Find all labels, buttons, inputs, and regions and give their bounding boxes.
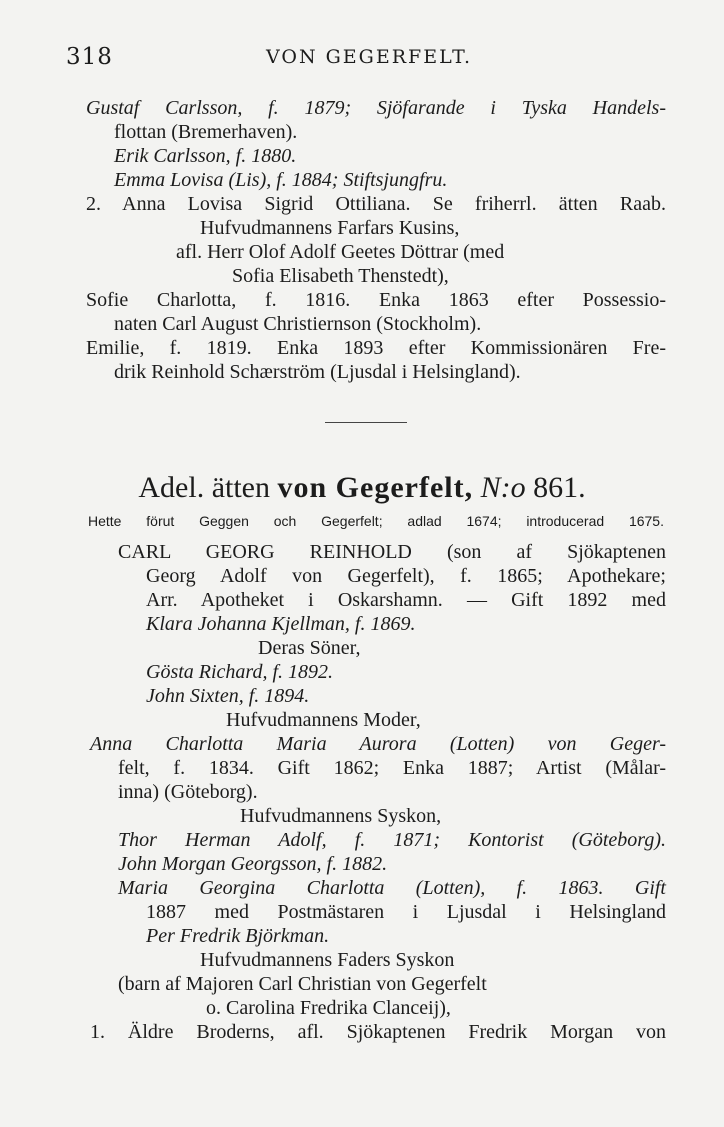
section-divider	[325, 422, 407, 423]
text-line: Arr. Apotheket i Oskarshamn. — Gift 1892 med	[146, 589, 666, 611]
page-number: 318	[66, 44, 113, 70]
text-line: naten Carl August Christiernson (Stockholm).	[114, 313, 482, 335]
text-line: 2. Anna Lovisa Sigrid Ottiliana. Se friherrl. ätten Raab.	[86, 193, 666, 215]
text-line: Georg Adolf von Gegerfelt), f. 1865; Apothekare;	[146, 565, 666, 587]
text-line: Gustaf Carlsson, f. 1879; Sjöfarande i Tyska Handels-	[86, 97, 666, 119]
text-line: John Morgan Georgsson, f. 1882.	[118, 853, 388, 875]
text-line: CARL GEORG REINHOLD (son af Sjökaptenen	[118, 541, 666, 563]
text-line: Hufvudmannens Moder,	[226, 709, 421, 731]
text-line: Anna Charlotta Maria Aurora (Lotten) von Geger-	[90, 733, 666, 755]
text-line: Hufvudmannens Farfars Kusins,	[200, 217, 460, 239]
text-line: Per Fredrik Björkman.	[146, 925, 330, 947]
text-line: Emilie, f. 1819. Enka 1893 efter Kommissionären Fre-	[86, 337, 666, 359]
text-line: Klara Johanna Kjellman, f. 1869.	[146, 613, 416, 635]
text-line: John Sixten, f. 1894.	[146, 685, 310, 707]
text-line: (barn af Majoren Carl Christian von Gegerfelt	[118, 973, 487, 995]
title-number-label: N:o	[480, 471, 526, 504]
page-header	[66, 44, 666, 74]
text-line: 1887 med Postmästaren i Ljusdal i Helsingland	[146, 901, 666, 923]
text-line: Maria Georgina Charlotta (Lotten), f. 1863. Gift	[118, 877, 666, 899]
running-title: VON GEGERFELT.	[266, 46, 473, 68]
text-line: afl. Herr Olof Adolf Geetes Döttrar (med	[176, 241, 505, 263]
text-line: flottan (Bremerhaven).	[114, 121, 298, 143]
text-line: Gösta Richard, f. 1892.	[146, 661, 334, 683]
text-line: Sofie Charlotta, f. 1816. Enka 1863 efter Possessio-	[86, 289, 666, 311]
text-line: 1. Äldre Broderns, afl. Sjökaptenen Fredrik Morgan von	[90, 1021, 666, 1043]
text-line: Deras Söner,	[258, 637, 361, 659]
family-title	[0, 470, 724, 506]
text-line: Emma Lovisa (Lis), f. 1884; Stiftsjungfru.	[114, 169, 448, 191]
text-line: Erik Carlsson, f. 1880.	[114, 145, 297, 167]
title-prefix: Adel. ätten	[138, 471, 270, 504]
text-line: inna) (Göteborg).	[118, 781, 258, 803]
text-line: Thor Herman Adolf, f. 1871; Kontorist (Göteborg).	[118, 829, 666, 851]
text-line: drik Reinhold Schærström (Ljusdal i Helsingland).	[114, 361, 521, 383]
text-line: Hufvudmannens Syskon,	[240, 805, 442, 827]
text-line: Sofia Elisabeth Thenstedt),	[232, 265, 449, 287]
text-line: o. Carolina Fredrika Clanceij),	[206, 997, 451, 1019]
text-line: felt, f. 1834. Gift 1862; Enka 1887; Artist (Målar-	[118, 757, 666, 779]
family-subtitle: Hette förut Geggen och Gegerfelt; adlad 1674; introducerad 1675.	[88, 513, 664, 529]
title-family-name: von Gegerfelt,	[277, 471, 474, 504]
title-number: 861.	[533, 471, 586, 504]
text-line: Hufvudmannens Faders Syskon	[200, 949, 455, 971]
